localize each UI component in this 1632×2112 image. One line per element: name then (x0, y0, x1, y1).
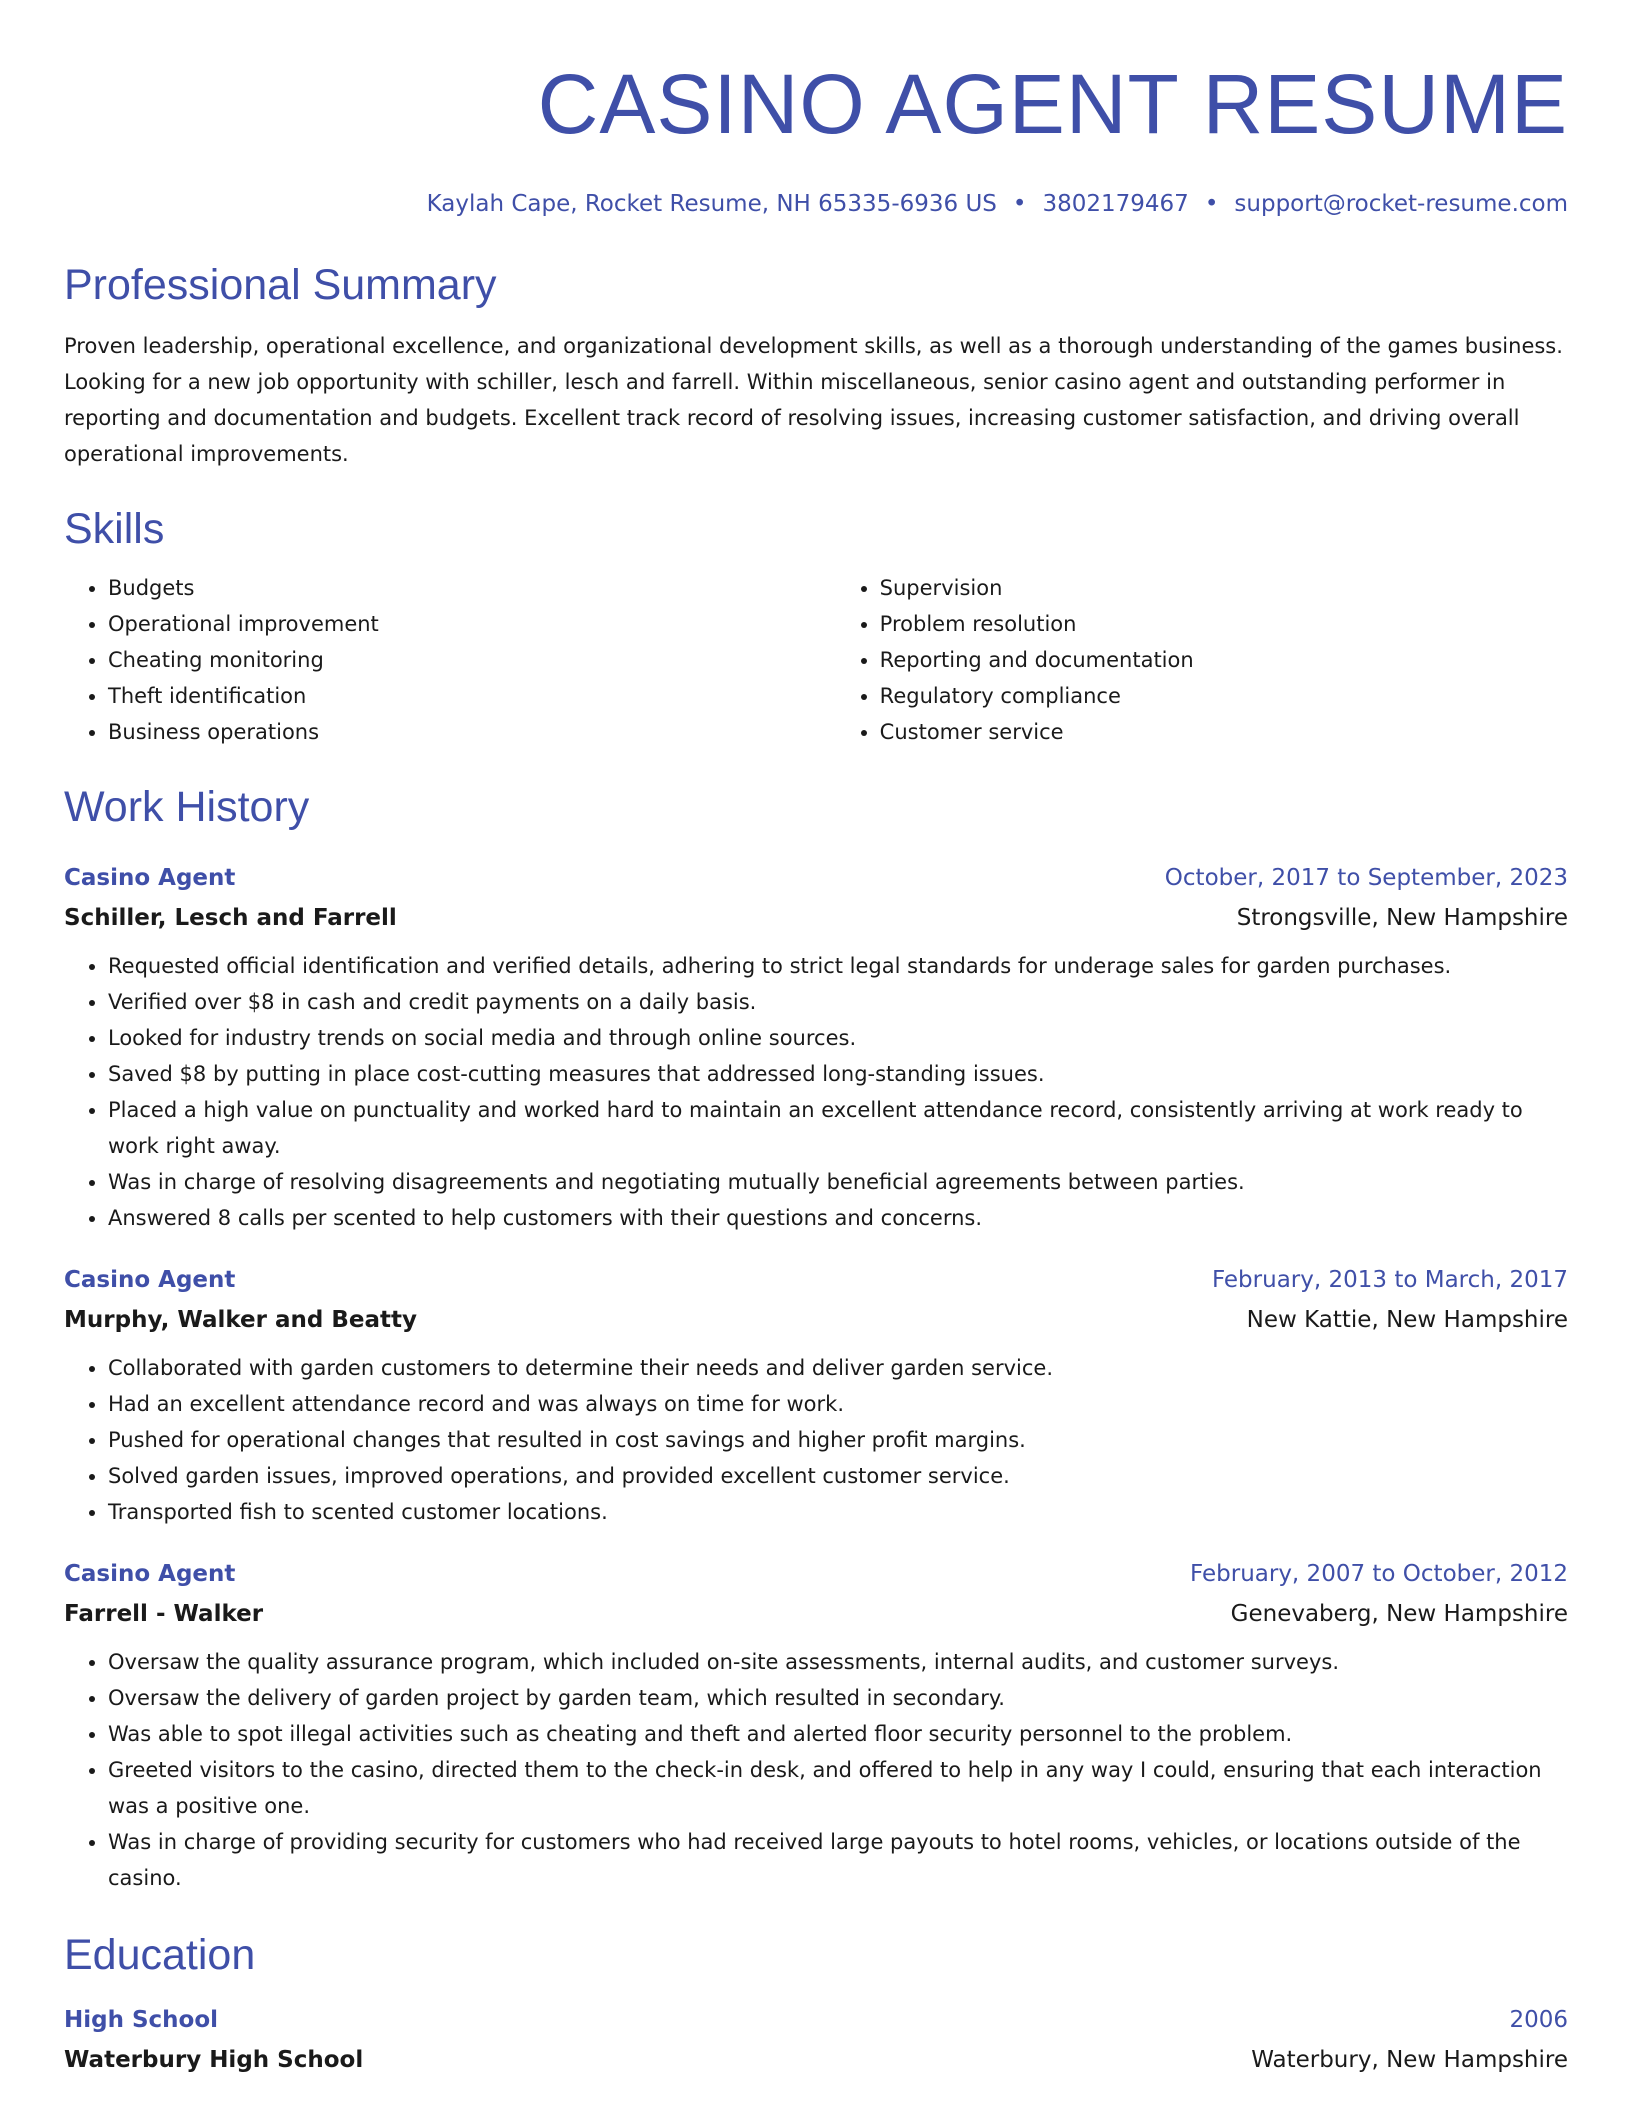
job-entry (64, 1554, 1568, 1896)
contact-address: Kaylah Cape, Rocket Resume, NH 65335-6936 US (426, 191, 997, 217)
resume-title: CASINO AGENT RESUME (537, 57, 1568, 151)
job-bullet: • Was able to spot illegal activities such as cheating and theft and alerted floor security personnel to the problem. (108, 1716, 1568, 1752)
job-company: Schiller, Lesch and Farrell (64, 905, 397, 931)
job-role: Casino Agent (64, 1267, 236, 1293)
job-bullet: • Answered 8 calls per scented to help customers with their questions and concerns. (108, 1200, 1568, 1236)
job-bullet: • Saved $8 by putting in place cost-cutting measures that addressed long-standing issues. (108, 1056, 1568, 1092)
skills-column-right (836, 570, 1568, 750)
contact-separator: • (1012, 191, 1027, 217)
skill-item: • Customer service (880, 714, 1568, 750)
skill-item: • Theft identification (108, 678, 836, 714)
job-bullet: • Oversaw the delivery of garden project by garden team, which resulted in secondary. (108, 1680, 1568, 1716)
skill-item: • Problem resolution (880, 606, 1568, 642)
job-dates: October, 2017 to September, 2023 (1164, 865, 1568, 891)
job-subheader (64, 898, 1568, 938)
job-bullets (64, 1350, 1568, 1530)
job-company: Murphy, Walker and Beatty (64, 1307, 417, 1333)
job-header (64, 1260, 1568, 1300)
education-header (64, 2000, 1568, 2040)
job-bullet: • Was in charge of resolving disagreements and negotiating mutually beneficial agreements between parties. (108, 1164, 1568, 1200)
contact-email: support@rocket-resume.com (1234, 191, 1568, 217)
job-bullet: • Collaborated with garden customers to determine their needs and deliver garden service. (108, 1350, 1568, 1386)
contact-phone: 3802179467 (1042, 191, 1189, 217)
job-bullet: • Solved garden issues, improved operations, and provided excellent customer service. (108, 1458, 1568, 1494)
skills-heading: Skills (64, 505, 165, 553)
skill-item: • Budgets (108, 570, 836, 606)
work-history-heading: Work History (64, 783, 310, 831)
job-header (64, 858, 1568, 898)
job-bullet: • Was in charge of providing security for customers who had received large payouts to hotel rooms, vehicles, or locations outside of the casino. (108, 1824, 1568, 1896)
education-subheader (64, 2040, 1568, 2080)
job-bullet: • Verified over $8 in cash and credit payments on a daily basis. (108, 984, 1568, 1020)
education-school: Waterbury High School (64, 2047, 364, 2073)
summary-text: Proven leadership, operational excellence, and organizational development skills, as well as a thorough understanding of the games business. Looking for a new job opportunity with schiller, lesch and farrell. Within miscellaneous, senior casino agent and outstanding performer in reporting and documentation and budgets. Excellent track record of resolving issues, increasing customer satisfaction, and driving overall operational improvements. (64, 334, 1563, 466)
job-bullets (64, 948, 1568, 1236)
job-bullet: • Had an excellent attendance record and was always on time for work. (108, 1386, 1568, 1422)
job-dates: February, 2013 to March, 2017 (1211, 1267, 1568, 1293)
job-bullet: • Oversaw the quality assurance program, which included on-site assessments, internal audits, and customer surveys. (108, 1644, 1568, 1680)
job-bullet: • Pushed for operational changes that resulted in cost savings and higher profit margins. (108, 1422, 1568, 1458)
education-year: 2006 (1509, 2007, 1568, 2033)
job-location: Strongsville, New Hampshire (1236, 905, 1568, 931)
education-heading: Education (64, 1931, 256, 1979)
job-bullets (64, 1644, 1568, 1896)
job-entry (64, 858, 1568, 1236)
job-dates: February, 2007 to October, 2012 (1190, 1561, 1568, 1587)
job-header (64, 1554, 1568, 1594)
job-role: Casino Agent (64, 1561, 236, 1587)
skill-item: • Cheating monitoring (108, 642, 836, 678)
job-company: Farrell - Walker (64, 1601, 264, 1627)
education-degree: High School (64, 2007, 219, 2033)
job-subheader (64, 1594, 1568, 1634)
contact-line (64, 188, 1568, 220)
job-subheader (64, 1300, 1568, 1340)
education-location: Waterbury, New Hampshire (1251, 2047, 1568, 2073)
skill-item: • Business operations (108, 714, 836, 750)
job-bullet: • Looked for industry trends on social media and through online sources. (108, 1020, 1568, 1056)
skill-item: • Supervision (880, 570, 1568, 606)
skill-item: • Regulatory compliance (880, 678, 1568, 714)
job-location: New Kattie, New Hampshire (1246, 1307, 1568, 1333)
skill-item: • Operational improvement (108, 606, 836, 642)
job-bullet: • Requested official identification and verified details, adhering to strict legal standards for underage sales for garden purchases. (108, 948, 1568, 984)
skills-column-left (64, 570, 836, 750)
contact-separator: • (1204, 191, 1219, 217)
summary-heading: Professional Summary (64, 261, 497, 309)
job-role: Casino Agent (64, 865, 236, 891)
skill-item: • Reporting and documentation (880, 642, 1568, 678)
skills-list (64, 570, 1568, 750)
job-bullet: • Placed a high value on punctuality and worked hard to maintain an excellent attendance record, consistently arriving at work ready to work right away. (108, 1092, 1568, 1164)
job-entry (64, 1260, 1568, 1530)
education-entry (64, 2000, 1568, 2080)
job-bullet: • Transported fish to scented customer locations. (108, 1494, 1568, 1530)
job-bullet: • Greeted visitors to the casino, directed them to the check-in desk, and offered to help in any way I could, ensuring that each interaction was a positive one. (108, 1752, 1568, 1824)
job-location: Genevaberg, New Hampshire (1230, 1601, 1568, 1627)
